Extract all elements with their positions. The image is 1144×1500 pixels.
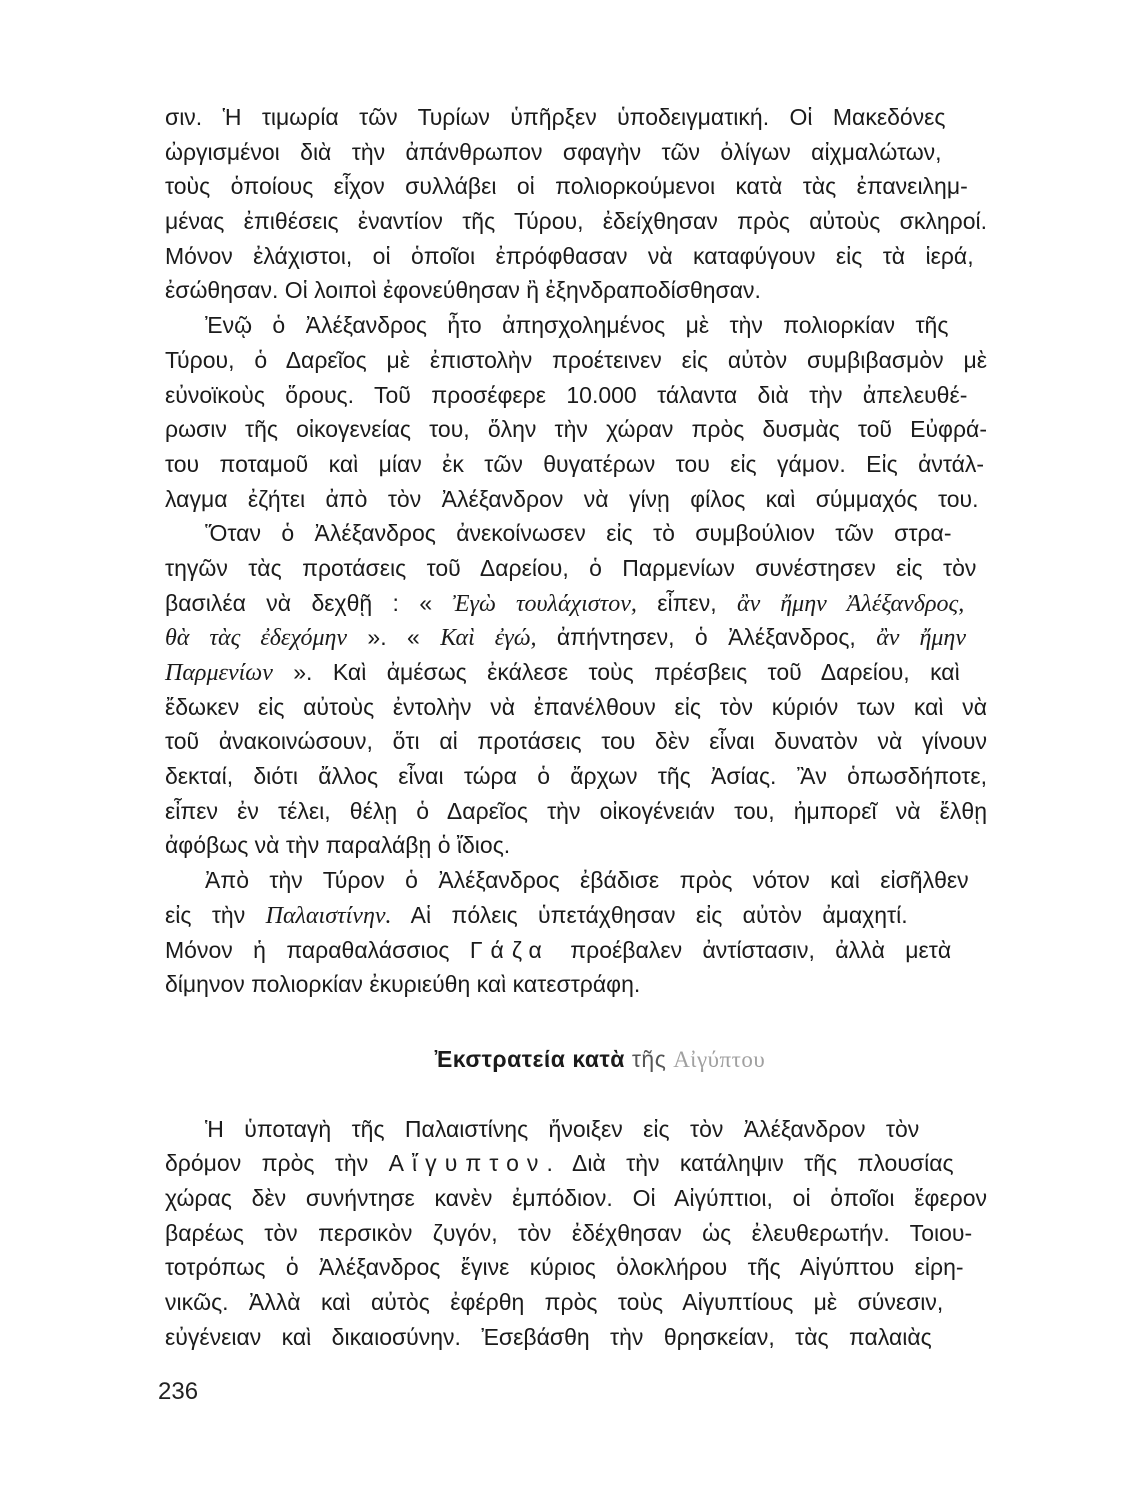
- text-line: τοῦ ἀνακοινώσουν, ὅτι αἱ προτάσεις του δὲν εἶναι δυνατὸν νὰ γίνουν: [165, 728, 987, 755]
- emphasis-text: Παλαιστίνην.: [265, 902, 392, 929]
- line-segment: εἶπεν,: [636, 589, 737, 616]
- text-line: [165, 620, 987, 655]
- text-line: δεκταί, διότι ἄλλος εἶναι τώρα ὁ ἄρχων τῆς Ἀσίας. Ἂν ὁπωσδήποτε,: [165, 763, 987, 790]
- text-line: ὠργισμένοι διὰ τὴν ἀπάνθρωπον σφαγὴν τῶν ὀλίγων αἰχμαλώτων,: [165, 138, 942, 165]
- heading-text: Αἰγύπτου: [673, 1046, 766, 1072]
- text-line: σιν. Ἡ τιμωρία τῶν Τυρίων ὑπῆρξεν ὑποδειγματική. Οἱ Μακεδόνες: [165, 104, 946, 130]
- line-segment: ». Καὶ ἀμέσως ἐκάλεσε τοὺς πρέσβεις τοῦ Δαρείου, καὶ: [272, 659, 960, 685]
- text-line: ἐσώθησαν. Οἱ λοιποὶ ἐφονεύθησαν ἢ ἐξηνδραποδίσθησαν.: [165, 277, 761, 304]
- text-line: [165, 898, 987, 933]
- text-line: μένας ἐπιθέσεις ἐναντίον τῆς Τύρου, ἐδείχθησαν πρὸς αὐτοὺς σκληροί.: [165, 208, 987, 235]
- text-line: χώρας δὲν συνήντησε κανὲν ἐμπόδιον. Οἱ Αἰγύπτιοι, οἱ ὁποῖοι ἔφερον: [165, 1184, 987, 1211]
- text-line: Τύρου, ὁ Δαρεῖος μὲ ἐπιστολὴν προέτεινεν εἰς αὐτὸν συμβιβασμὸν μὲ: [165, 346, 987, 373]
- text-line: Μόνον ἐλάχιστοι, οἱ ὁποῖοι ἐπρόφθασαν νὰ καταφύγουν εἰς τὰ ἱερά,: [165, 242, 974, 269]
- spaced-text: Γάζα: [469, 936, 550, 963]
- line-segment: προέβαλεν ἀντίστασιν, ἀλλὰ μετὰ: [549, 936, 952, 963]
- line-segment: ἀπήντησεν, ὁ Ἀλέξανδρος,: [536, 624, 877, 651]
- paragraph: [165, 863, 987, 1002]
- line-segment: Αἱ πόλεις ὑπετάχθησαν εἰς αὐτὸν ἀμαχητί.: [391, 901, 908, 928]
- line-segment: εἰς τὴν: [165, 901, 266, 928]
- emphasis-text: Ἐγὼ τουλάχιστον,: [452, 590, 637, 617]
- line-segment: βασιλέα νὰ δεχθῇ : «: [165, 589, 453, 616]
- text-line: νικῶς. Ἀλλὰ καὶ αὐτὸς ἐφέρθη πρὸς τοὺς Αἰγυπτίους μὲ σύνεσιν,: [165, 1289, 944, 1315]
- line-segment: . Διὰ τὴν κατάληψιν τῆς πλουσίας: [546, 1150, 954, 1177]
- paragraph: [165, 100, 987, 308]
- text-line: Ἡ ὑποταγὴ τῆς Παλαιστίνης ἤνοιξεν εἰς τὸν Ἀλέξανδρον τὸν: [205, 1115, 920, 1142]
- text-line: Ἀπὸ τὴν Τύρον ὁ Ἀλέξανδρος ἐβάδισε πρὸς νότον καὶ εἰσῆλθεν: [205, 867, 969, 894]
- paragraph: [165, 308, 987, 516]
- text-line: ἀφόβως νὰ τὴν παραλάβῃ ὁ ἴδιος.: [165, 832, 511, 859]
- paragraph: [165, 1112, 987, 1355]
- text-line: Ὅταν ὁ Ἀλέξανδρος ἀνεκοίνωσεν εἰς τὸ συμβούλιον τῶν στρα-: [205, 520, 952, 547]
- line-segment: ». «: [347, 624, 441, 651]
- line-segment: Μόνον ἡ παραθαλάσσιος: [165, 936, 470, 963]
- text-line: εὐγένειαν καὶ δικαιοσύνην. Ἐσεβάσθη τὴν θρησκείαν, τὰς παλαιὰς: [165, 1323, 932, 1350]
- heading-text: τῆς: [631, 1045, 667, 1072]
- text-line: [165, 655, 987, 690]
- book-page: [165, 100, 987, 1354]
- line-segment: δρόμον πρὸς τὴν: [165, 1150, 389, 1177]
- text-line: [165, 1146, 987, 1181]
- text-line: Ἐνῷ ὁ Ἀλέξανδρος ἦτο ἀπησχολημένος μὲ τὴν πολιορκίαν τῆς: [205, 312, 949, 339]
- page-number: 236: [158, 1378, 199, 1405]
- text-line: του ποταμοῦ καὶ μίαν ἐκ τῶν θυγατέρων του εἰς γάμον. Εἰς ἀντάλ-: [165, 450, 985, 477]
- text-line: βαρέως τὸν περσικὸν ζυγόν, τὸν ἐδέχθησαν ὡς ἐλευθερωτήν. Τοιου-: [165, 1219, 973, 1246]
- text-line: [165, 933, 987, 968]
- text-line: λαγμα ἐζήτει ἀπὸ τὸν Ἀλέξανδρον νὰ γίνῃ φίλος καὶ σύμμαχός του.: [165, 485, 979, 512]
- text-line: ἔδωκεν εἰς αὐτοὺς ἐντολὴν νὰ ἐπανέλθουν εἰς τὸν κύριόν των καὶ νὰ: [165, 693, 987, 720]
- text-line: τηγῶν τὰς προτάσεις τοῦ Δαρείου, ὁ Παρμενίων συνέστησεν εἰς τὸν: [165, 554, 977, 581]
- heading-text: Ἐκστρατεία κατὰ: [434, 1045, 625, 1072]
- text-line: εὐνοϊκοὺς ὅρους. Τοῦ προσέφερε 10.000 τάλαντα διὰ τὴν ἀπελευθέ-: [165, 381, 968, 408]
- emphasis-text: Παρμενίων: [165, 660, 273, 686]
- text-line: [165, 586, 987, 621]
- spaced-text: Αἴγυπτον: [388, 1150, 547, 1177]
- emphasis-text: ἂν ἤμην: [876, 625, 966, 652]
- emphasis-text: θὰ τὰς ἐδεχόμην: [165, 625, 348, 652]
- text-line: τοὺς ὁποίους εἶχον συλλάβει οἱ πολιορκούμενοι κατὰ τὰς ἐπανειλημ-: [165, 173, 968, 200]
- emphasis-text: Καὶ ἐγώ,: [440, 625, 537, 652]
- emphasis-text: ἂν ἤμην Ἀλέξανδρος,: [737, 590, 965, 617]
- section-heading: [165, 1042, 987, 1077]
- text-line: εἶπεν ἐν τέλει, θέλῃ ὁ Δαρεῖος τὴν οἰκογένειάν του, ἠμπορεῖ νὰ ἔλθῃ: [165, 797, 987, 824]
- text-line: τοτρόπως ὁ Ἀλέξανδρος ἔγινε κύριος ὁλοκλήρου τῆς Αἰγύπτου εἰρη-: [165, 1254, 964, 1281]
- text-line: δίμηνον πολιορκίαν ἐκυριεύθη καὶ κατεστράφη.: [165, 971, 641, 998]
- text-line: ρωσιν τῆς οἰκογενείας του, ὅλην τὴν χώραν πρὸς δυσμὰς τοῦ Εὐφρά-: [165, 416, 987, 443]
- paragraph: [165, 516, 987, 863]
